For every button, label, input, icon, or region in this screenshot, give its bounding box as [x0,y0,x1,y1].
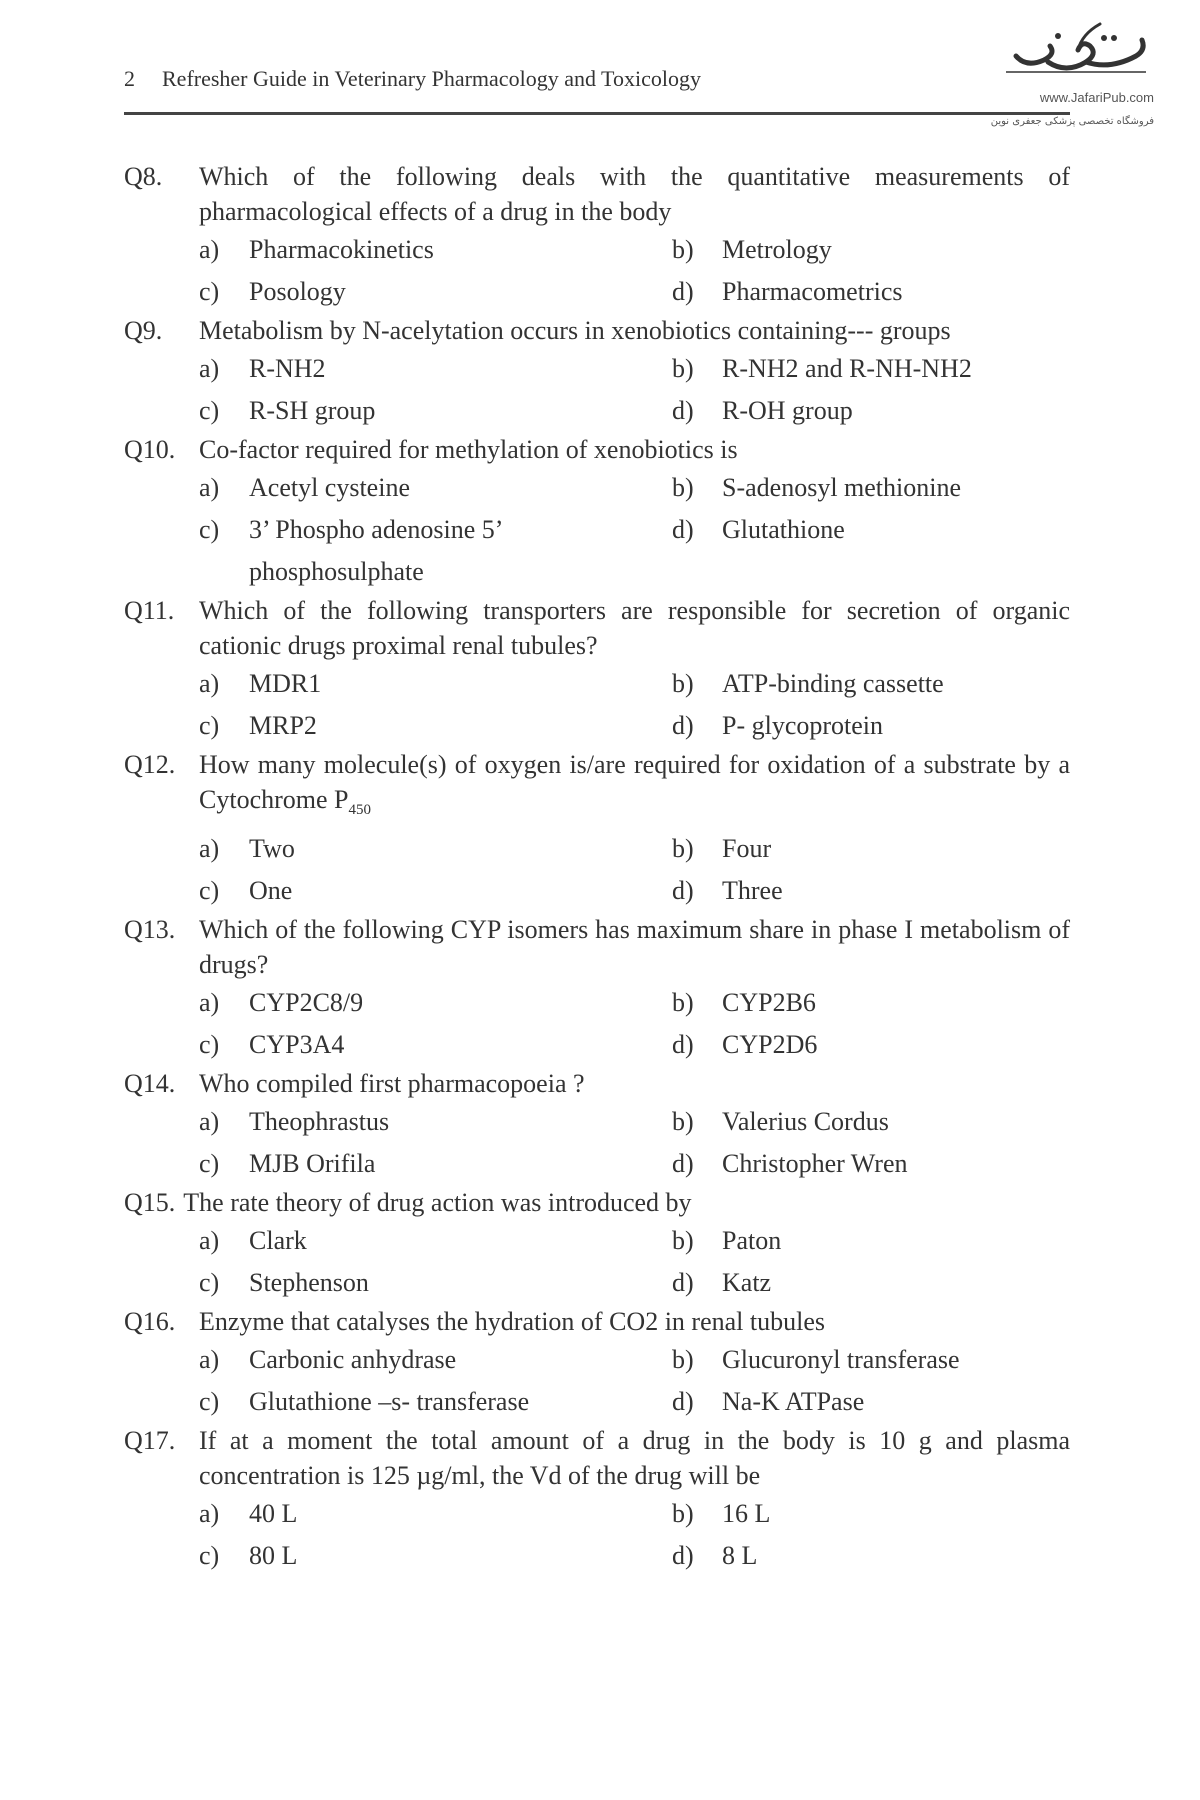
answer-option [672,1262,1070,1304]
answer-option [672,467,1070,509]
answer-option [199,1143,672,1185]
question-text: Which of the following transporters are responsible for secretion of organic cationic drugs proximal renal tubules? [199,596,1070,660]
option-letter: c) [199,1541,220,1571]
question-number: Q17. [124,1426,176,1456]
option-text: Paton [722,1226,782,1256]
option-text: Three [722,876,783,906]
option-text: Valerius Cordus [722,1107,889,1137]
option-text: Pharmacometrics [722,277,903,306]
option-text: R-OH group [722,396,853,425]
option-letter: d) [672,1541,694,1571]
question-text: Metabolism by N-acelytation occurs in xenobiotics containing--- groups [199,316,951,345]
option-letter: b) [672,354,694,383]
question-number: Q16. [124,1307,176,1337]
option-letter: b) [672,669,694,698]
option-text: CYP3A4 [249,1030,345,1060]
question-block [124,313,1070,432]
answer-options [199,982,1070,1066]
option-text: CYP2C8/9 [249,988,364,1018]
question-block [124,432,1070,593]
question-number: Q9. [124,316,163,345]
option-letter: b) [672,235,694,264]
answer-option [672,705,1070,747]
option-letter: d) [672,1030,694,1060]
option-text: Metrology [722,235,832,264]
option-text: 8 L [722,1541,758,1571]
option-text: Posology [249,277,346,306]
answer-option [672,1381,1070,1423]
publisher-logo [986,16,1160,136]
answer-option [199,1101,672,1143]
question-text: How many molecule(s) of oxygen is/are required for oxidation of a substrate by a Cytochrome P [199,750,1070,814]
question-text: The rate theory of drug action was introduced by [183,1188,692,1218]
option-letter: c) [199,1268,220,1298]
option-text: Clark [249,1226,307,1256]
option-letter: c) [199,1149,220,1179]
option-text: Glucuronyl transferase [722,1345,960,1375]
option-text: S-adenosyl methionine [722,473,962,502]
option-text: Acetyl cysteine [249,473,410,502]
question-stem [124,747,1070,828]
option-letter: a) [199,988,220,1018]
option-text: CYP2D6 [722,1030,818,1060]
option-text: 80 L [249,1541,298,1571]
running-title: Refresher Guide in Veterinary Pharmacology and Toxicology [162,66,701,91]
answer-option [672,1024,1070,1066]
answer-option [672,1493,1070,1535]
answer-option [672,982,1070,1024]
question-subscript: 450 [348,802,371,819]
option-text: Glutathione [722,515,845,544]
question-list [124,159,1070,1577]
question-block [124,912,1070,1066]
question-block [124,1304,1070,1423]
answer-option [199,663,672,705]
answer-options [199,1101,1070,1185]
option-text: MDR1 [249,669,322,698]
option-letter: a) [199,1226,220,1256]
answer-option [199,1493,672,1535]
option-text: P- glycoprotein [722,711,884,740]
answer-option [199,390,672,432]
option-letter: d) [672,1268,694,1298]
answer-option [672,663,1070,705]
answer-options [199,467,1070,593]
option-letter: b) [672,1499,694,1529]
answer-option [199,509,672,593]
option-text: Carbonic anhydrase [249,1345,457,1375]
option-letter: b) [672,988,694,1018]
option-text: R-SH group [249,396,376,425]
question-block [124,159,1070,313]
option-letter: d) [672,876,694,906]
option-letter: b) [672,1107,694,1137]
option-letter: a) [199,1107,220,1137]
question-number: Q8. [124,162,163,191]
option-text: CYP2B6 [722,988,816,1018]
option-text: One [249,876,293,906]
answer-option [199,229,672,271]
option-letter: d) [672,1149,694,1179]
answer-options [199,1493,1070,1577]
option-letter: a) [199,473,220,502]
answer-option [199,467,672,509]
answer-option [199,1262,672,1304]
answer-option [672,1220,1070,1262]
option-text: Na-K ATPase [722,1387,865,1417]
question-block [124,1066,1070,1185]
answer-option [199,705,672,747]
question-number: Q15. [124,1188,176,1218]
answer-options [199,1220,1070,1304]
logo-url: www.JafariPub.com [1039,90,1154,105]
option-letter: d) [672,515,694,544]
question-stem [124,912,1070,982]
option-letter: a) [199,1345,220,1375]
answer-option [199,1339,672,1381]
option-text: R-NH2 [249,354,326,383]
option-text: Four [722,834,772,864]
answer-option [672,870,1070,912]
option-text: MRP2 [249,711,317,740]
option-letter: b) [672,834,694,864]
option-letter: a) [199,669,220,698]
question-stem [124,593,1070,663]
answer-options [199,663,1070,747]
logo-tagline: فروشگاه تخصصی پزشکی جعفری نوین [990,116,1154,127]
option-text: R-NH2 and R-NH-NH2 [722,354,972,383]
option-letter: a) [199,834,220,864]
option-letter: c) [199,876,220,906]
question-number: Q10. [124,435,176,464]
question-text: Which of the following deals with the quantitative measurements of pharmacological effects of a drug in the body [199,162,1070,226]
option-letter: a) [199,354,220,383]
answer-option [672,509,1070,593]
question-block [124,1423,1070,1577]
option-text: 40 L [249,1499,298,1529]
answer-options [199,348,1070,432]
answer-option [672,390,1070,432]
option-letter: d) [672,711,694,740]
option-text: 3’ Phospho adenosine 5’ phosphosulphate [249,515,502,586]
option-letter: c) [199,515,220,544]
option-text: Pharmacokinetics [249,235,434,264]
option-letter: d) [672,396,694,425]
option-letter: c) [199,1387,220,1417]
question-stem [124,159,1070,229]
page-header [124,56,1070,115]
answer-option [672,348,1070,390]
option-letter: a) [199,235,220,264]
answer-option [672,1535,1070,1577]
question-text: Co-factor required for methylation of xenobiotics is [199,435,738,464]
answer-option [199,1220,672,1262]
option-letter: a) [199,1499,220,1529]
option-text: Katz [722,1268,772,1298]
answer-option [199,982,672,1024]
option-letter: c) [199,1030,220,1060]
option-text: Stephenson [249,1268,369,1298]
option-letter: d) [672,277,694,306]
answer-options [199,1339,1070,1423]
answer-option [199,1024,672,1066]
option-letter: c) [199,277,220,306]
option-letter: b) [672,1345,694,1375]
question-stem [124,1423,1070,1493]
option-letter: b) [672,1226,694,1256]
question-text: Which of the following CYP isomers has maximum share in phase I metabolism of drugs? [199,915,1070,980]
option-text: Two [249,834,295,864]
option-text: Glutathione –s- transferase [249,1387,530,1417]
logo-calligraphy-icon [986,16,1160,90]
answer-option [672,828,1070,870]
answer-option [672,1143,1070,1185]
answer-option [199,348,672,390]
question-text: If at a moment the total amount of a drug in the body is 10 g and plasma concentration is 125 µg/ml, the Vd of the drug will be [199,1426,1070,1491]
question-stem [124,1066,1070,1101]
option-letter: c) [199,711,220,740]
question-stem [124,432,1070,467]
answer-options [199,828,1070,912]
answer-option [199,870,672,912]
option-letter: d) [672,1387,694,1417]
answer-option [199,271,672,313]
answer-option [672,229,1070,271]
option-text: MJB Orifila [249,1149,376,1179]
question-number: Q13. [124,915,176,945]
page-number: 2 [124,66,135,91]
answer-option [672,1101,1070,1143]
answer-option [199,828,672,870]
answer-option [672,1339,1070,1381]
option-text: 16 L [722,1499,771,1529]
question-number: Q11. [124,596,175,625]
question-number: Q12. [124,750,176,779]
question-stem [124,1304,1070,1339]
answer-option [199,1535,672,1577]
answer-options [199,229,1070,313]
question-text: Who compiled first pharmacopoeia ? [199,1069,585,1099]
option-letter: c) [199,396,220,425]
question-stem [124,313,1070,348]
answer-option [672,271,1070,313]
option-text: Theophrastus [249,1107,390,1137]
question-text: Enzyme that catalyses the hydration of CO2 in renal tubules [199,1307,825,1337]
option-letter: b) [672,473,694,502]
option-text: Christopher Wren [722,1149,908,1179]
question-block [124,1185,1070,1304]
question-block [124,747,1070,912]
answer-option [199,1381,672,1423]
question-block [124,593,1070,747]
question-number: Q14. [124,1069,176,1099]
question-stem [124,1185,1070,1220]
option-text: ATP-binding cassette [722,669,944,698]
